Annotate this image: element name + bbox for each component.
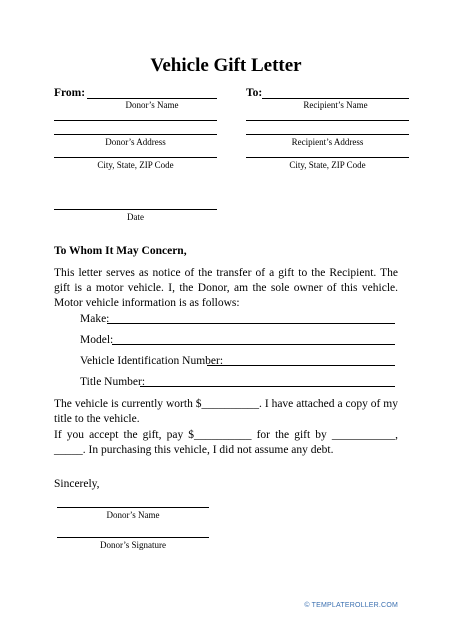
recipient-address-line-2[interactable] (246, 134, 409, 135)
signature-caption: Donor’s Signature (99, 540, 167, 550)
donor-address-line-1[interactable] (54, 120, 217, 121)
to-label: To: (246, 87, 263, 99)
vin-field[interactable] (207, 365, 395, 366)
footer-brand[interactable] (304, 602, 398, 609)
date-line[interactable] (54, 209, 217, 210)
title-number-field[interactable] (140, 386, 395, 387)
model-label: Model: (80, 334, 114, 346)
donor-city-line[interactable] (54, 157, 217, 158)
signature-name-line[interactable] (57, 507, 209, 508)
recipient-address-line-1[interactable] (246, 120, 409, 121)
donor-name-line[interactable] (87, 98, 217, 99)
donor-name-caption: Donor’s Name (125, 100, 179, 110)
closing: Sincerely, (54, 478, 100, 490)
signature-name-caption: Donor’s Name (106, 510, 160, 520)
title-number-label: Title Number: (80, 376, 146, 388)
document-title: Vehicle Gift Letter (150, 55, 302, 76)
recipient-name-caption: Recipient’s Name (303, 100, 368, 110)
make-label: Make: (80, 313, 110, 325)
make-field[interactable] (107, 323, 395, 324)
recipient-city-caption: City, State, ZIP Code (289, 160, 366, 170)
accept-paragraph: If you accept the gift, pay $__________ for the gift by ___________, _____. In purchasing this vehicle, I did not assume any debt. (54, 429, 398, 456)
date-caption: Date (127, 212, 144, 222)
worth-paragraph: The vehicle is currently worth $__________. I have attached a copy of my title to the vehicle. (54, 398, 398, 425)
recipient-city-line[interactable] (246, 157, 409, 158)
vin-label: Vehicle Identification Number: (80, 355, 224, 367)
from-label: From: (54, 87, 86, 99)
salutation: To Whom It May Concern, (54, 245, 187, 257)
model-field[interactable] (112, 344, 395, 345)
recipient-address-caption: Recipient’s Address (291, 137, 364, 147)
copyright-icon: © (304, 602, 310, 609)
donor-address-caption: Donor’s Address (105, 137, 166, 147)
footer-brand-text: TEMPLATEROLLER.COM (311, 602, 398, 609)
intro-paragraph: This letter serves as notice of the transfer of a gift to the Recipient. The gift is a motor vehicle. I, the Donor, am the sole owner of this vehicle. Motor vehicle information is as follows: (54, 267, 398, 309)
recipient-name-line[interactable] (262, 98, 409, 99)
signature-line[interactable] (57, 537, 209, 538)
donor-city-caption: City, State, ZIP Code (97, 160, 174, 170)
donor-address-line-2[interactable] (54, 134, 217, 135)
